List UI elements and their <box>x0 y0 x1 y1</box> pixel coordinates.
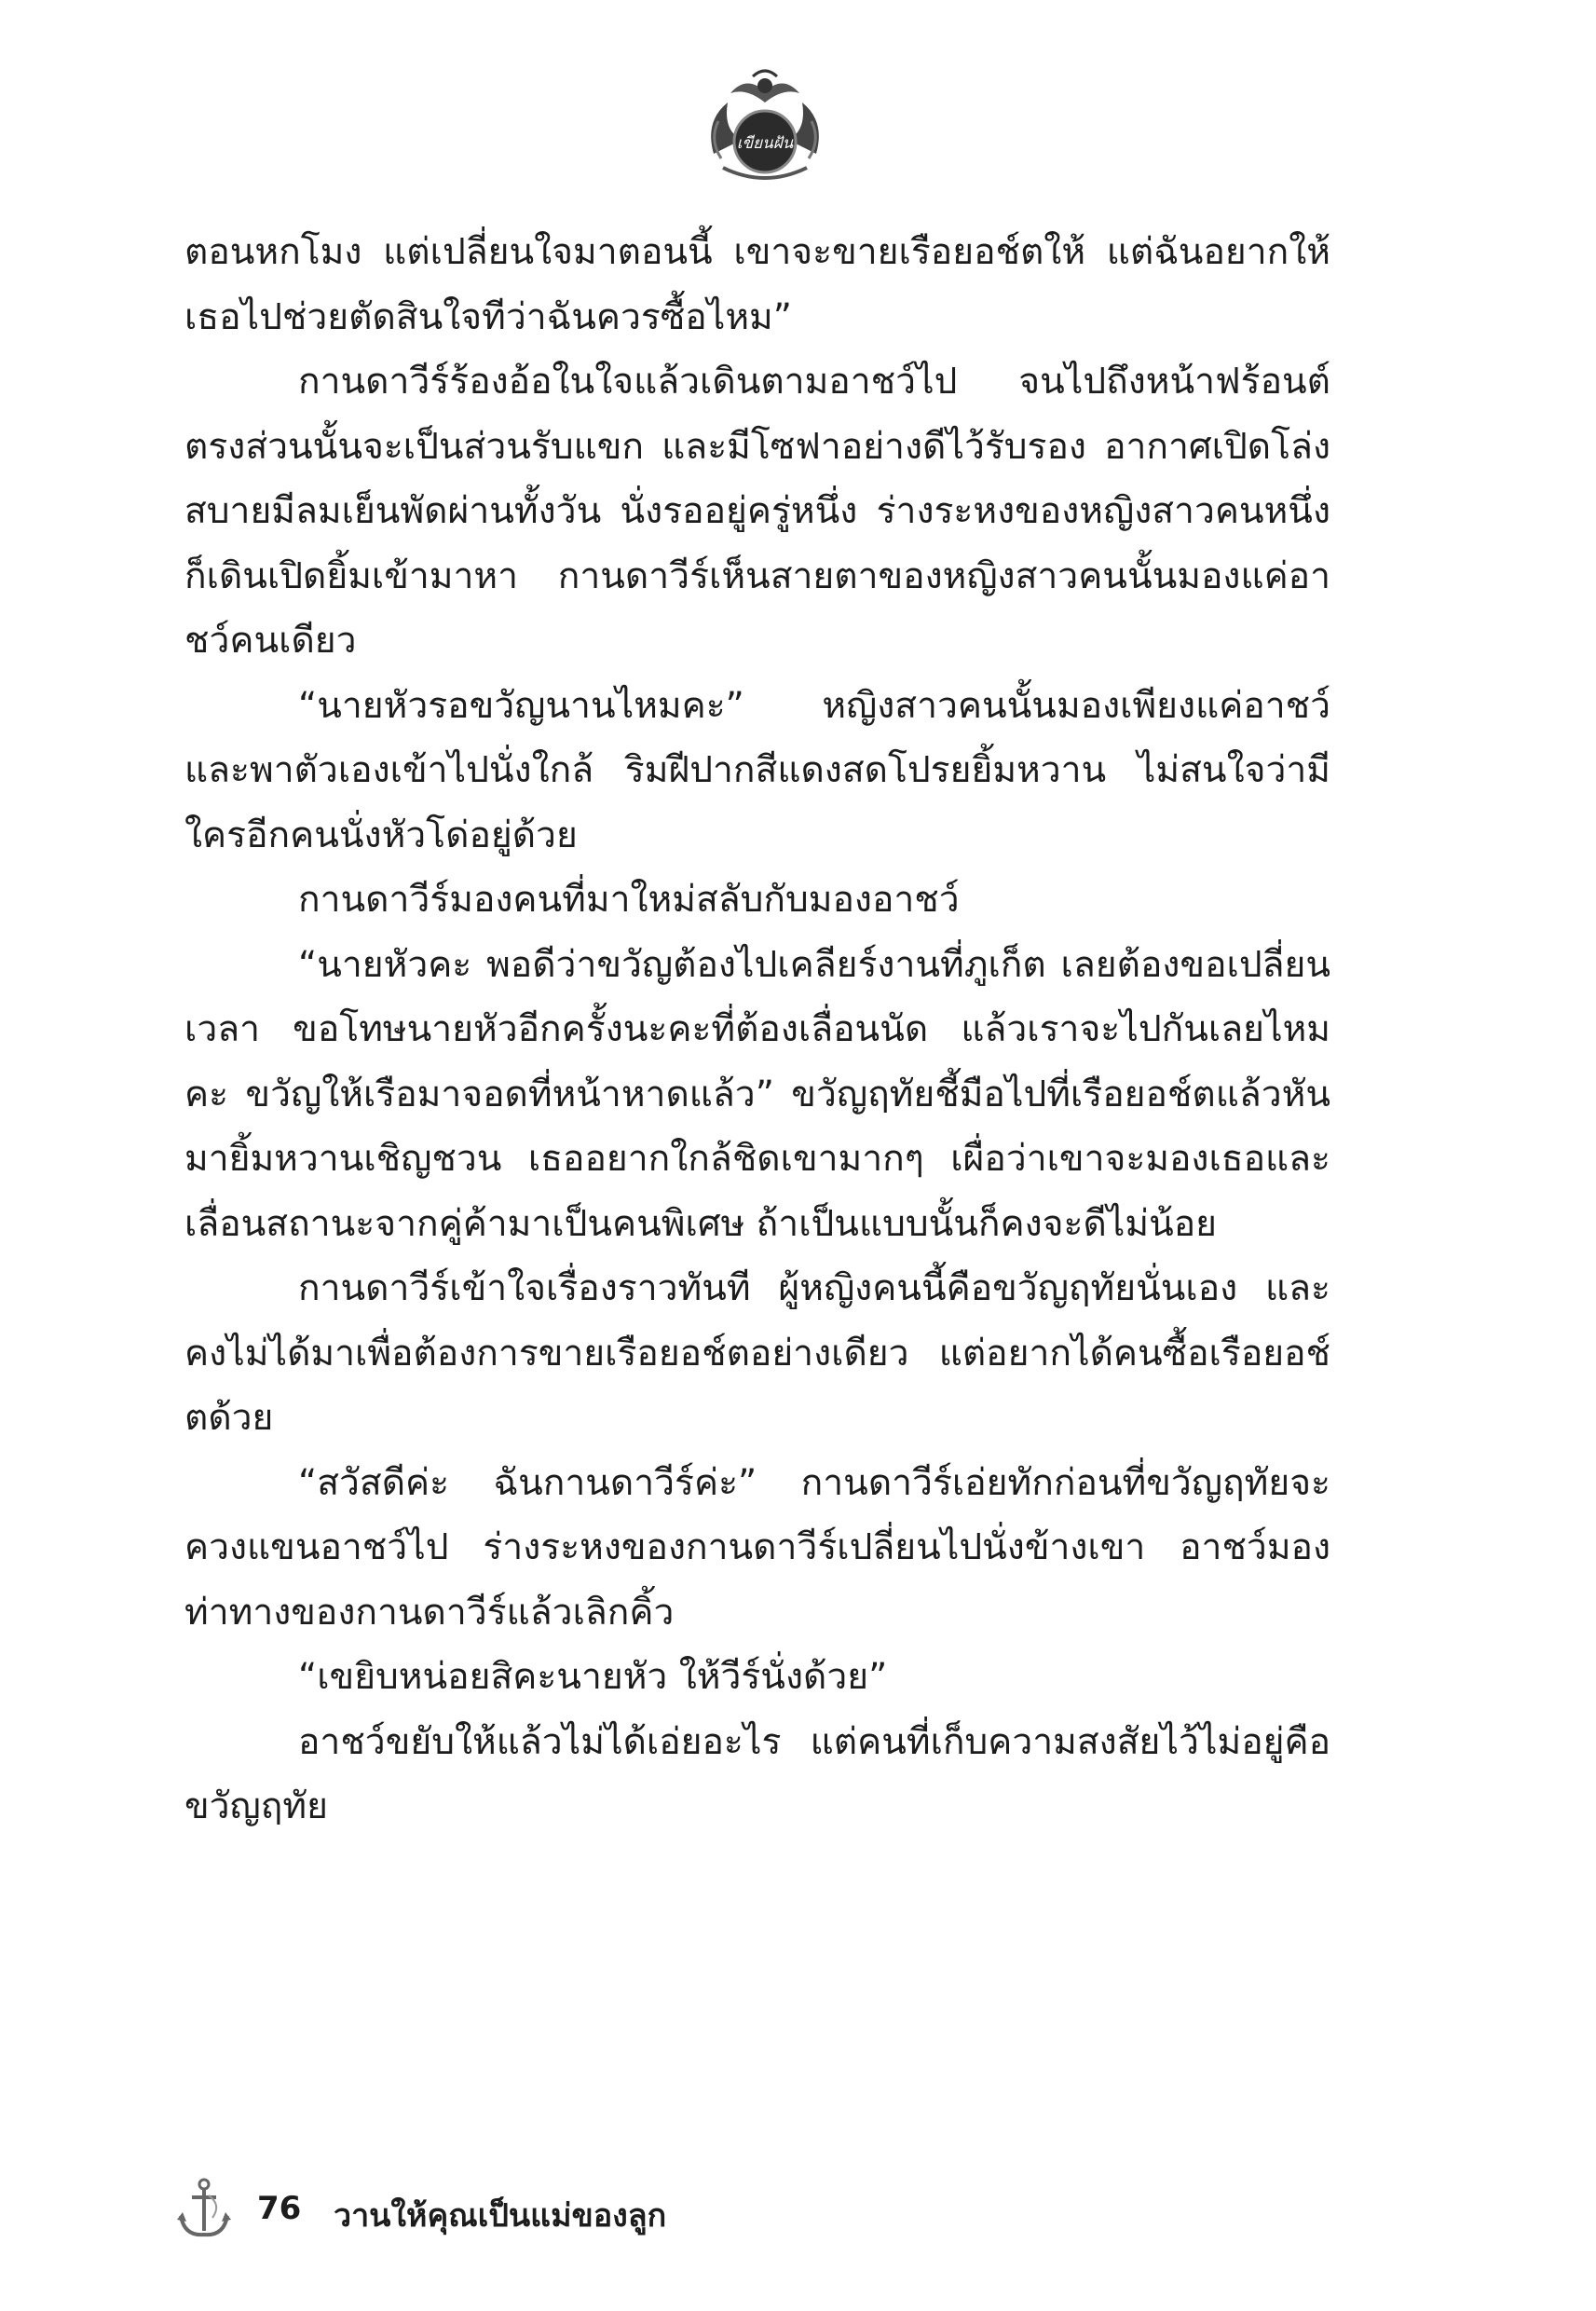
body-text <box>184 220 1330 1839</box>
paragraph: “สวัสดีค่ะ ฉันกานดาวีร์ค่ะ” กานดาวีร์เอ่ยทักก่อนที่ขวัญฤทัยจะควงแขนอาชว์ไป ร่างระหงของกานดาวีร์เปลี่ยนไปนั่งข้างเขา อาชว์มองท่าทางของกานดาวีร์แล้วเลิกคิ้ว <box>184 1461 1330 1634</box>
book-title: วานให้คุณเป็นแม่ของลูก <box>334 2197 667 2235</box>
logo-text: เขียนฝัน <box>736 134 794 153</box>
paragraph: อาชว์ขยับให้แล้วไม่ได้เอ่ยอะไร แต่คนที่เก็บความสงสัยไว้ไม่อยู่คือขวัญฤทัย <box>184 1720 1330 1827</box>
anchor-icon <box>175 2177 233 2242</box>
paragraph: กานดาวีร์มองคนที่มาใหม่สลับกับมองอาชว์ <box>298 879 960 921</box>
paragraph: “เขยิบหน่อยสิคะนายหัว ให้วีร์นั่งด้วย” <box>298 1656 888 1698</box>
page-footer <box>175 2177 1014 2242</box>
paragraph: กานดาวีร์เข้าใจเรื่องราวทันที ผู้หญิงคนนี้คือขวัญฤทัยนั่นเอง และคงไม่ได้มาเพื่อต้องการขายเรือยอช์ตอย่างเดียว แต่อยากได้คนซื้อเรือยอช์ตด้วย <box>184 1267 1330 1439</box>
paragraph: กานดาวีร์ร้องอ้อในใจแล้วเดินตามอาชว์ไป จนไปถึงหน้าฟร้อนต์ ตรงส่วนนั้นจะเป็นส่วนรับแขก และมีโซฟาอย่างดีไว้รับรอง อากาศเปิดโล่งสบายมีลมเย็นพัดผ่านทั้งวัน นั่งรออยู่ครู่หนึ่ง ร่างระหงของหญิงสาวคนหนึ่งก็เดินเปิดยิ้มเข้ามาหา กานดาวีร์เห็นสายตาของหญิงสาวคนนั้นมองแค่อาชว์คนเดียว <box>184 361 1330 662</box>
paragraph: ตอนหกโมง แต่เปลี่ยนใจมาตอนนี้ เขาจะขายเรือยอช์ตให้ แต่ฉันอยากให้เธอไปช่วยตัดสินใจทีว่าฉันควรซื้อไหม” <box>184 231 1330 338</box>
page-number: 76 <box>257 2190 302 2227</box>
paragraph: “นายหัวคะ พอดีว่าขวัญต้องไปเคลียร์งานที่ภูเก็ต เลยต้องขอเปลี่ยนเวลา ขอโทษนายหัวอีกครั้งนะคะที่ต้องเลื่อนนัด แล้วเราจะไปกันเลยไหมคะ ขวัญให้เรือมาจอดที่หน้าหาดแล้ว” ขวัญฤทัยชี้มือไปที่เรือยอช์ตแล้วหันมายิ้มหวานเชิญชวน เธออยากใกล้ชิดเขามากๆ เผื่อว่าเขาจะมองเธอและเลื่อนสถานะจากคู่ค้ามาเป็นคนพิเศษ ถ้าเป็นแบบนั้นก็คงจะดีไม่น้อย <box>184 943 1330 1245</box>
ornamental-crest-icon <box>695 65 835 186</box>
paragraph: “นายหัวรอขวัญนานไหมคะ” หญิงสาวคนนั้นมองเพียงแค่อาชว์ และพาตัวเองเข้าไปนั่งใกล้ ริมฝีปากสีแดงสดโปรยยิ้มหวาน ไม่สนใจว่ามีใครอีกคนนั่งหัวโด่อยู่ด้วย <box>184 684 1330 856</box>
